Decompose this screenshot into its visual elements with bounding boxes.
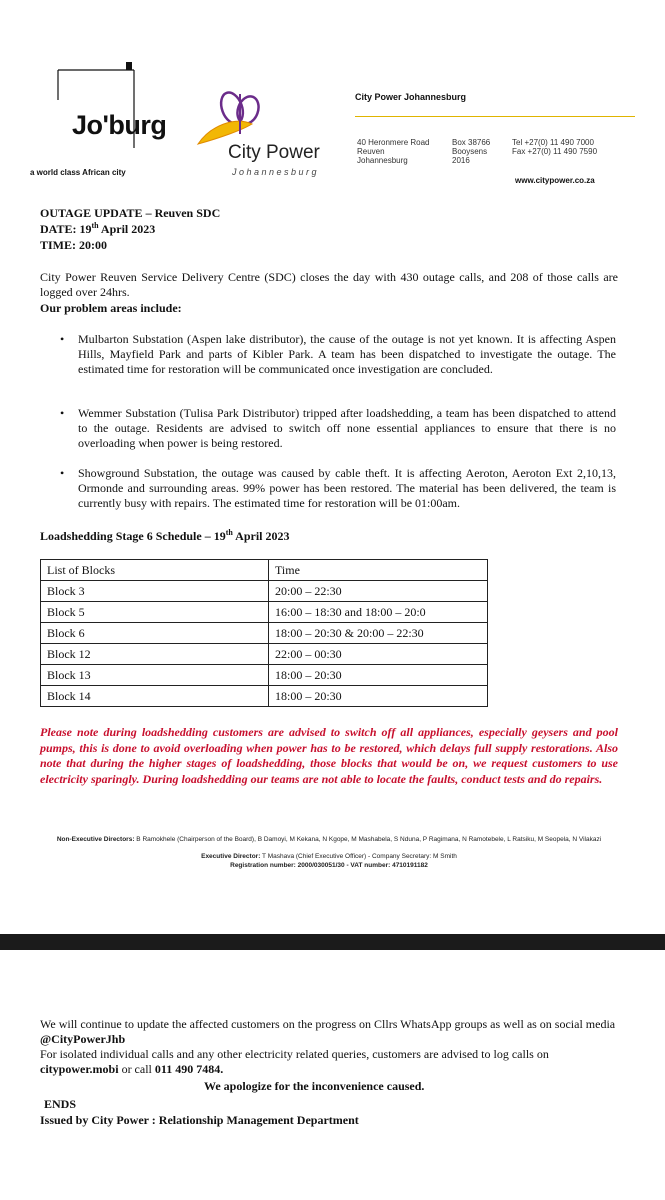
loadshedding-schedule-table [40,559,488,707]
address-block: 40 Heronmere Road Reuven Johannesburg [357,138,430,165]
website-link[interactable]: www.citypower.co.za [515,176,595,185]
update-paragraph: We will continue to update the affected customers on the progress on Cllrs WhatsApp groups as well as on social media @CityPowerJhb [40,1017,616,1046]
schedule-title: Loadshedding Stage 6 Schedule – 19th April 2023 [40,528,290,543]
header-divider [355,116,635,117]
page-separator-band [0,934,665,950]
registration-info: Registration number: 2000/030051/30 - VAT number: 4710191182 [230,862,428,869]
city-power-logo [190,90,350,185]
time-cell: 20:00 – 22:30 [269,581,488,602]
block-cell: Block 5 [41,602,269,623]
contact-block: Tel +27(0) 11 490 7000 Fax +27(0) 11 490 7590 [512,138,598,156]
loadshedding-notice: Please note during loadshedding customers are advised to switch off all appliances, especially geysers and pool pumps, this is done to avoid overloading when power has to be restored, which delays full supply restorations. Also note that during the higher stages of loadshedding, those blocks that would be on, we request customers to use electricity sparingly. During loadshedding our teams are not able to locate the faults, conduct tests and do repairs. [40,725,618,786]
joburg-tagline: a world class African city [30,168,126,177]
time-cell: 18:00 – 20:30 & 20:00 – 22:30 [269,623,488,644]
column-header-blocks: List of Blocks [41,560,269,581]
time-cell: 16:00 – 18:30 and 18:00 – 20:0 [269,602,488,623]
ends-label: ENDS [44,1097,77,1111]
outage-date: DATE: 19th April 2023 [40,221,156,236]
list-item: • Wemmer Substation (Tulisa Park Distributor) tripped after loadshedding, a team has been dispatched to attend to the outage. Residents are advised to switch off none essential appliances to ensure that there is no overloading when power is being restored. [60,406,616,450]
city-power-wordmark: City Power [228,142,320,163]
block-cell: Block 12 [41,644,269,665]
postal-box-block: Box 38766 Booysens 2016 [452,138,491,165]
executive-director: Executive Director: T Mashava (Chief Executive Officer) - Company Secretary: M Smith [201,853,457,860]
block-cell: Block 14 [41,686,269,707]
mobi-link[interactable]: citypower.mobi [40,1062,119,1076]
problem-areas-heading: Our problem areas include: [40,301,182,315]
bullet-icon: • [60,332,65,346]
apology-text: We apologize for the inconvenience caused. [204,1079,425,1093]
table-row [41,665,488,686]
table-row [41,602,488,623]
outage-time: TIME: 20:00 [40,238,107,252]
table-row [41,623,488,644]
block-cell: Block 3 [41,581,269,602]
block-cell: Block 6 [41,623,269,644]
list-item: • Mulbarton Substation (Aspen lake distributor), the cause of the outage is not yet known. It is affecting Aspen Hills, Mayfield Park and parts of Kibler Park. A team has been dispatched to investigate the outage. The estimated time for restoration will be communicated once investigation are concluded. [60,332,616,376]
issued-by: Issued by City Power : Relationship Management Department [40,1113,359,1127]
non-executive-directors: Non-Executive Directors: B Ramokhele (Chairperson of the Board), B Damoyi, M Kekana, N Kgope, M Mashabela, S Nduna, P Ragimana, N Ramotebele, L Ratsiku, M Seopela, N Vilakazi [56,836,602,843]
social-handle[interactable]: @CityPowerJhb [40,1032,126,1046]
call-centre-number[interactable]: 011 490 7484. [154,1062,224,1076]
joburg-logo [30,62,180,182]
table-row [41,686,488,707]
time-cell: 18:00 – 20:30 [269,665,488,686]
table-header-row [41,560,488,581]
block-cell: Block 13 [41,665,269,686]
bullet-icon: • [60,406,65,420]
organization-name: City Power Johannesburg [355,92,467,102]
queries-paragraph: For isolated individual calls and any other electricity related queries, customers are advised to log calls on citypower.mobi or call 011 490 7484. [40,1047,549,1076]
table-row [41,644,488,665]
list-item: • Showground Substation, the outage was caused by cable theft. It is affecting Aeroton, Aeroton Ext 2,10,13, Ormonde and surrounding areas. 99% power has been restored. The material has been delivered, the team is currently busy with repairs. The estimated time for restoration will be 01:00am. [60,466,616,510]
table-row [41,581,488,602]
intro-paragraph: City Power Reuven Service Delivery Centre (SDC) closes the day with 430 outage calls, and 208 of those calls are logged over 24hrs. [40,270,618,299]
bullet-icon: • [60,466,65,480]
column-header-time: Time [269,560,488,581]
time-cell: 22:00 – 00:30 [269,644,488,665]
joburg-wordmark: Jo'burg [72,110,167,140]
outage-title: OUTAGE UPDATE – Reuven SDC [40,206,221,220]
time-cell: 18:00 – 20:30 [269,686,488,707]
city-power-subtitle: Johannesburg [232,167,320,177]
